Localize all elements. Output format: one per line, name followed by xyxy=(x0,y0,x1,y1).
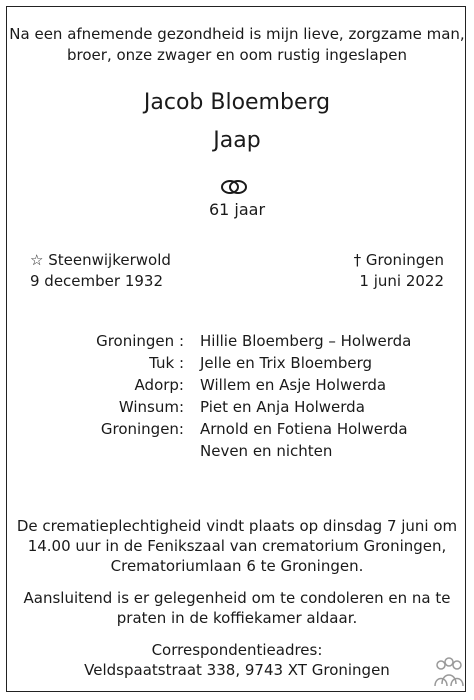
family-row xyxy=(0,420,474,442)
family-place: Groningen : xyxy=(96,332,184,350)
intro-line: Na een afnemende gezondheid is mijn lieve, zorgzame man, xyxy=(9,25,465,43)
cremation-line: Crematoriumlaan 6 te Groningen. xyxy=(110,557,364,575)
family-row xyxy=(0,376,474,398)
birth-date: 9 december 1932 xyxy=(30,272,164,290)
correspondence-address: Veldspaatstraat 338, 9743 XT Groningen xyxy=(84,661,390,679)
family-names: Piet en Anja Holwerda xyxy=(200,398,365,416)
death-place: Groningen xyxy=(365,251,444,269)
condolence-line: Aansluitend is er gelegenheid om te condoleren en na te xyxy=(23,589,451,607)
deceased-name: Jacob Bloemberg xyxy=(143,90,331,115)
family-place: Winsum: xyxy=(118,398,184,416)
star-icon: ☆ xyxy=(30,251,44,269)
intro-line: broer, onze zwager en oom rustig ingeslapen xyxy=(67,46,407,64)
family-row xyxy=(0,354,474,376)
family-names: Neven en nichten xyxy=(200,442,333,460)
people-logo-icon xyxy=(432,656,466,690)
cremation-text xyxy=(0,516,474,576)
family-names: Willem en Asje Holwerda xyxy=(200,376,387,394)
condolence-text xyxy=(0,588,474,628)
deceased-nickname: Jaap xyxy=(213,128,261,153)
family-names: Jelle en Trix Bloemberg xyxy=(200,354,373,372)
family-row xyxy=(0,332,474,354)
correspondence-label: Correspondentieadres: xyxy=(151,641,323,659)
family-place: Adorp: xyxy=(134,376,184,394)
family-row xyxy=(0,442,474,464)
family-names: Arnold en Fotiena Holwerda xyxy=(200,420,408,438)
wedding-rings-icon xyxy=(218,176,250,198)
birth-info xyxy=(30,250,171,292)
cremation-line: 14.00 uur in de Fenikszaal van crematorium Groningen, xyxy=(27,537,447,555)
birth-place: Steenwijkerwold xyxy=(48,251,171,269)
family-names: Hillie Bloemberg – Holwerda xyxy=(200,332,412,350)
correspondence xyxy=(0,640,474,680)
family-place: Groningen: xyxy=(100,420,184,438)
family-place: Tuk : xyxy=(149,354,184,372)
family-list xyxy=(0,332,474,464)
death-info xyxy=(354,250,444,292)
cross-icon: † xyxy=(353,251,362,269)
intro-text xyxy=(0,24,474,66)
death-date: 1 juni 2022 xyxy=(359,272,444,290)
age: 61 jaar xyxy=(208,200,266,219)
family-row xyxy=(0,398,474,420)
condolence-line: praten in de koffiekamer aldaar. xyxy=(116,609,358,627)
cremation-line: De crematieplechtigheid vindt plaats op dinsdag 7 juni om xyxy=(16,517,458,535)
